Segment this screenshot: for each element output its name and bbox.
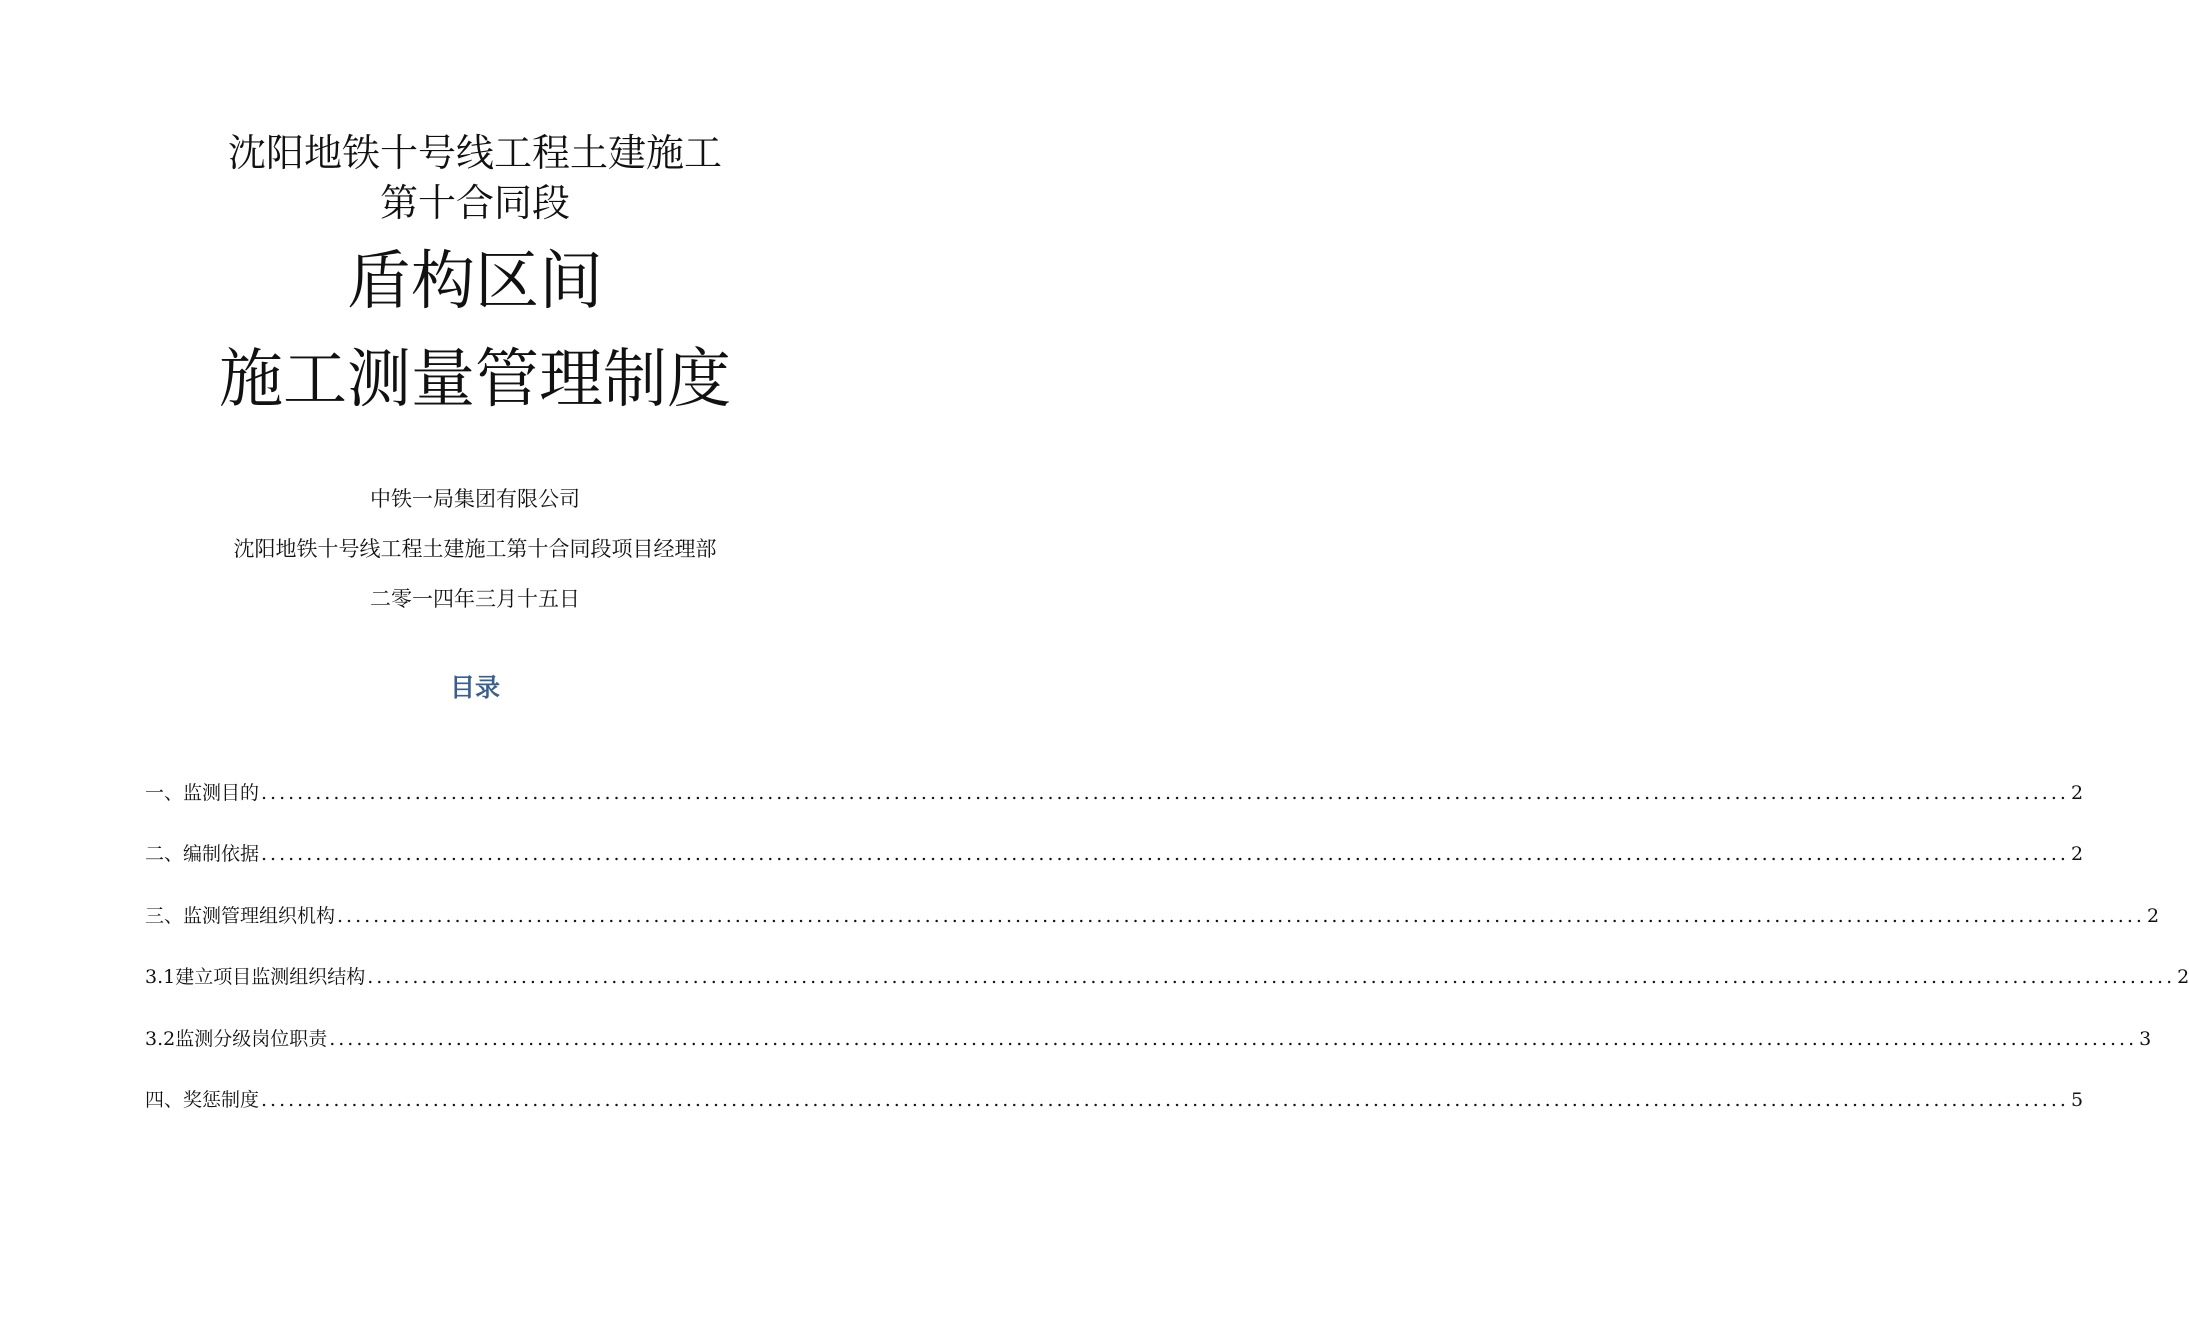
- document-title-line-2: 施工测量管理制度: [219, 343, 731, 417]
- toc-entry-label: 三、监测管理组织机构: [145, 904, 336, 927]
- toc-entry-label: 3.2监测分级岗位职责: [145, 1027, 328, 1050]
- toc-entry[interactable]: [145, 778, 2084, 839]
- toc-entry-label: 3.1建立项目监测组织结构: [145, 966, 366, 989]
- table-of-contents: [145, 778, 2189, 1146]
- toc-entry-page: 3: [2139, 1027, 2152, 1050]
- toc-entry-page: 2: [2070, 843, 2084, 866]
- document-date: 二零一四年三月十五日: [370, 587, 580, 611]
- department-name: 沈阳地铁十号线工程土建施工第十合同段项目经理部: [233, 537, 717, 561]
- toc-entry-page: 2: [2177, 966, 2189, 989]
- toc-leader-dots: ........................................................................................................................................................................................................: [261, 782, 2069, 804]
- toc-entry[interactable]: [145, 1085, 2084, 1146]
- document-title-line-1: 盾构区间: [347, 245, 603, 319]
- project-title-line-2: 第十合同段: [379, 181, 570, 225]
- toc-leader-dots: ........................................................................................................................................................................................................: [261, 843, 2069, 866]
- toc-entry[interactable]: [145, 1024, 2152, 1085]
- toc-entry-label: 一、监测目的: [145, 782, 260, 804]
- toc-entry-label: 四、奖惩制度: [145, 1088, 260, 1111]
- toc-leader-dots: ........................................................................................................................................................................................................: [261, 1088, 2069, 1111]
- company-name: 中铁一局集团有限公司: [370, 487, 580, 511]
- toc-entry-page: 5: [2070, 1088, 2084, 1111]
- toc-entry-page: 2: [2146, 904, 2160, 927]
- toc-entry[interactable]: [145, 901, 2160, 962]
- toc-entry[interactable]: [145, 839, 2084, 900]
- toc-leader-dots: ........................................................................................................................................................................................................: [367, 966, 2176, 989]
- toc-entry[interactable]: [145, 962, 2189, 1023]
- toc-leader-dots: ........................................................................................................................................................................................................: [329, 1027, 2138, 1050]
- toc-entry-label: 二、编制依据: [145, 843, 260, 866]
- project-title-line-1: 沈阳地铁十号线工程土建施工: [227, 131, 722, 175]
- toc-entry-page: 2: [2070, 782, 2084, 804]
- toc-leader-dots: ........................................................................................................................................................................................................: [337, 904, 2145, 927]
- toc-heading: 目录: [449, 673, 500, 702]
